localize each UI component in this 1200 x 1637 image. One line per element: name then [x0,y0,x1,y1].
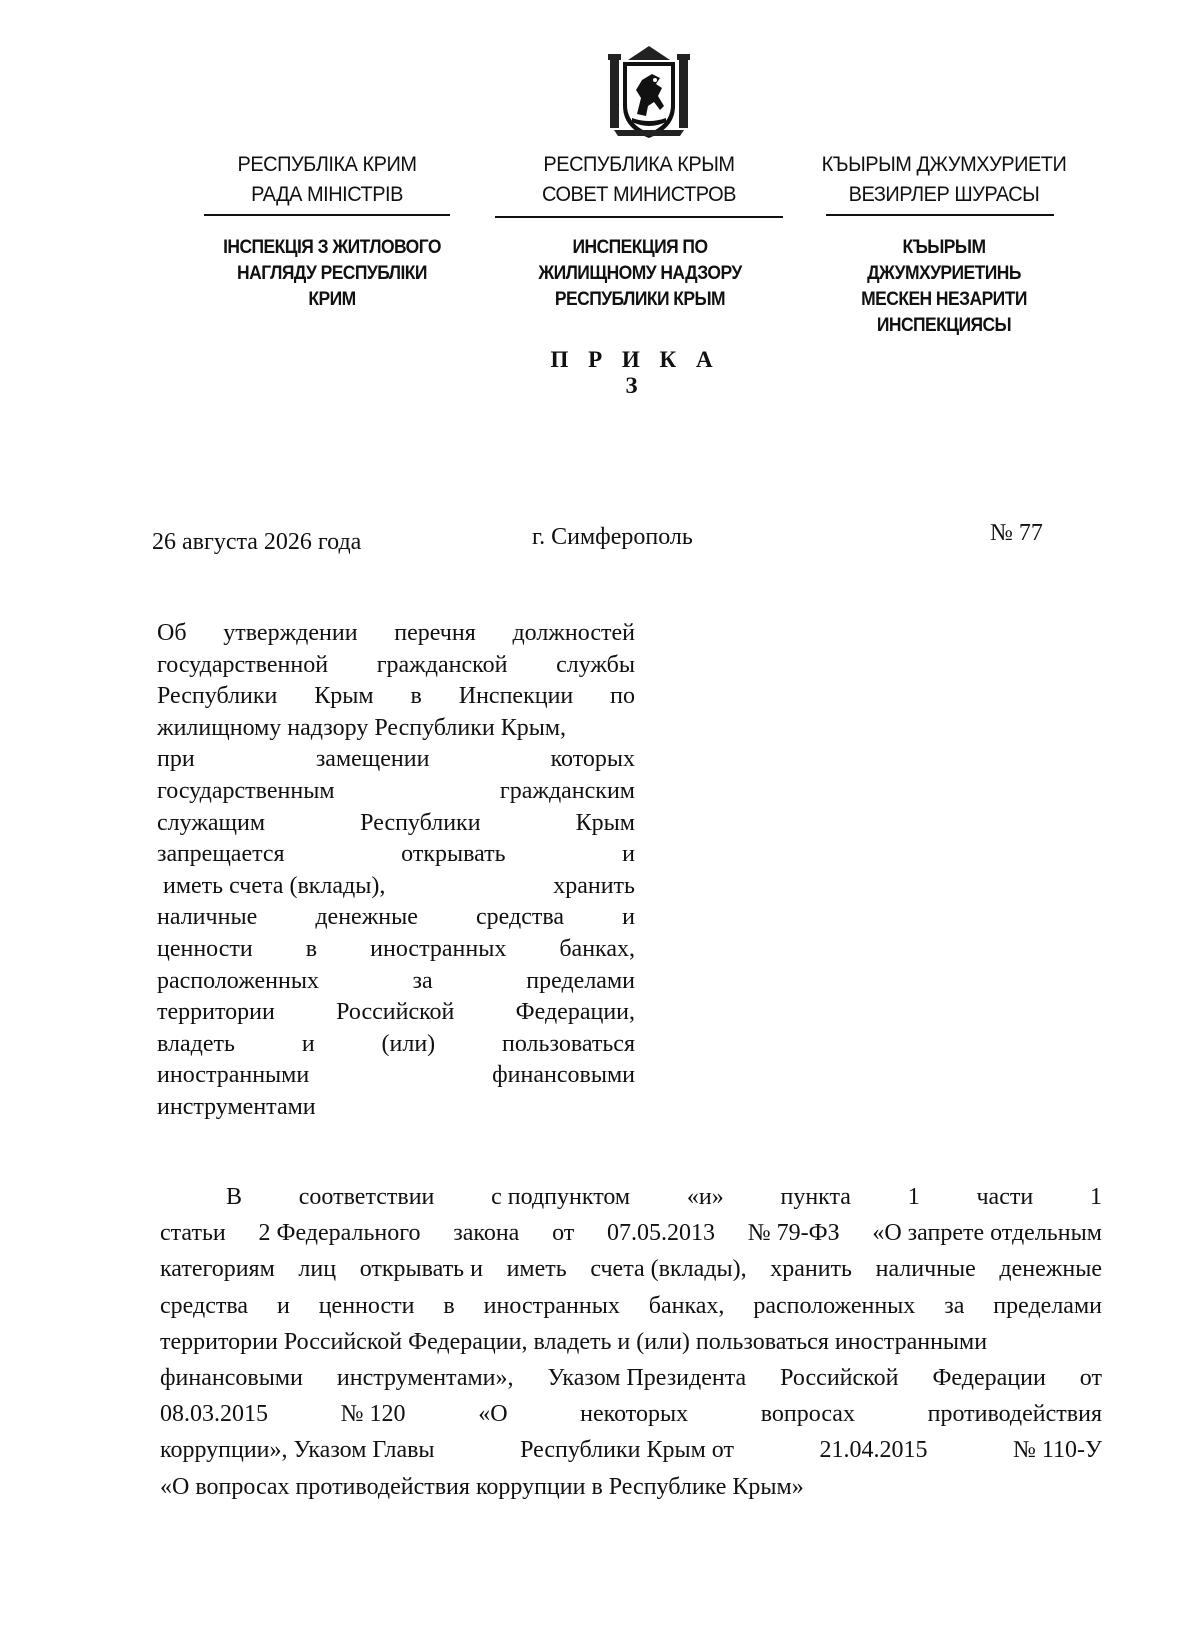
subject-word: перечня [394,620,476,646]
body-word: № 120 [340,1401,406,1428]
body-word: В [226,1184,243,1210]
subject-word: за [412,967,433,994]
body-word: «О вопросах противодействия коррупции в Республике Крым» [160,1473,804,1500]
subject-word: жилищному надзору Республики Крым, [157,714,567,741]
inspection-crh-line: МЕСКЕН НЕЗАРИТИ [861,289,1027,310]
body-word: средства [160,1292,249,1319]
ministry-name-ru-line2: СОВЕТ МИНИСТРОВ [541,183,737,206]
body-word: Указом Президента [547,1365,747,1392]
subject-line [157,776,635,808]
body-line [160,1324,1102,1360]
order-subject [157,618,635,1124]
body-word: иностранных [483,1292,620,1319]
subject-word: (или) [381,1030,436,1057]
subject-line [157,1060,635,1092]
subject-line [157,808,635,840]
body-word: и [276,1292,290,1319]
body-word: хранить [770,1256,852,1283]
subject-word: Об [157,620,187,646]
subject-line [157,871,635,903]
inspection-ru-line: ИНСПЕКЦИЯ ПО [572,237,708,258]
inspection-ua-line: КРИМ [308,289,356,310]
body-word: от [1079,1365,1102,1392]
header-right [808,150,1080,210]
body-word: Республики Крым от [520,1437,734,1464]
subject-word: иметь счета (вклады), [157,872,386,899]
body-word: закона [453,1220,520,1247]
inspection-name-crh [816,235,1072,339]
subject-word: Федерации, [515,999,635,1026]
body-line [160,1215,1102,1251]
body-word: от [552,1220,575,1247]
subject-word: должностей [512,620,635,646]
body-word: № 79-ФЗ [747,1220,840,1247]
ministry-name-crh-line2: ВЕЗИРЛЕР ШУРАСЫ [848,183,1040,206]
subject-line [157,650,635,682]
crimea-coat-of-arms-icon [608,44,690,142]
body-word: 1 [907,1184,920,1210]
inspection-name-ua [190,235,474,313]
body-word: противодействия [927,1401,1102,1428]
body-word: «О [478,1401,508,1428]
subject-word: государственным [157,777,335,804]
body-word: за [944,1292,965,1319]
subject-word: Республики [157,683,278,710]
body-word: инструментами», [336,1365,514,1392]
body-line [160,1396,1102,1432]
subject-word: службы [556,651,635,678]
subject-word: в [305,935,318,962]
subject-word: при [157,746,195,773]
body-word: 1 [1089,1184,1102,1210]
body-word: статьи [160,1220,226,1247]
body-line [160,1288,1102,1324]
document-type-title: П Р И К А З [550,347,720,398]
header-left [204,150,450,210]
body-word: открывать и [359,1256,483,1283]
header-center-divider [495,216,783,218]
subject-word: расположенных [157,967,319,994]
subject-word: и [301,1030,315,1057]
body-word: 2 Федерального [258,1220,421,1247]
ministry-name-crh-line1: КЪЫРЫМ ДЖУМХУРИЕТИ [821,153,1067,176]
body-line [160,1432,1102,1468]
header-left-divider [204,214,450,216]
subject-word: иностранными [157,1062,310,1089]
subject-word: денежные [315,904,418,931]
subject-word: Крым [575,809,635,836]
body-word: пределами [993,1292,1102,1319]
body-word: банках, [648,1292,725,1319]
body-word: вопросах [760,1401,855,1428]
body-word: наличные [875,1256,976,1283]
document-number: № 77 [990,520,1043,546]
inspection-crh-line: ИНСПЕКЦИЯСЫ [876,315,1012,336]
body-word: Российской [780,1365,899,1392]
subject-word: Крым [314,683,374,710]
body-word: в [443,1292,455,1319]
document-date: 26 августа 2026 года [152,529,362,555]
inspection-ua-line: ІНСПЕКЦІЯ З ЖИТЛОВОГО [223,237,441,258]
header-right-divider [826,214,1054,216]
document-city: г. Симферополь [532,524,693,550]
body-line [160,1251,1102,1287]
body-word: 07.05.2013 [606,1220,715,1247]
subject-line [157,839,635,871]
body-word: расположенных [753,1292,916,1319]
subject-word: финансовыми [492,1062,635,1089]
subject-word: государственной [157,651,329,678]
subject-line [157,713,635,745]
ministry-name-ua-line2: РАДА МІНІСТРІВ [251,183,403,206]
subject-word: которых [550,746,635,773]
subject-word: Российской [336,999,455,1026]
body-word: с подпунктом [491,1184,631,1210]
subject-line [157,1092,635,1124]
inspection-ua-line: НАГЛЯДУ РЕСПУБЛІКИ [237,263,427,284]
inspection-ru-line: РЕСПУБЛИКИ КРЫМ [554,289,726,310]
body-word: коррупции», Указом Главы [160,1437,435,1464]
body-word: № 110-У [1013,1437,1102,1464]
subject-word: хранить [553,872,635,899]
body-word: иметь [506,1256,567,1283]
subject-line [157,902,635,934]
body-line [160,1360,1102,1396]
body-word: соответствии [298,1184,435,1210]
inspection-crh-line: КЪЫРЫМ [902,237,986,258]
subject-word: наличные [157,904,258,931]
subject-word: в [410,683,422,710]
body-word: некоторых [580,1401,689,1428]
subject-word: и [622,841,635,868]
body-line [160,1469,1102,1505]
subject-word: и [622,904,635,931]
order-body [160,1179,1102,1505]
subject-line [157,966,635,998]
subject-line [157,997,635,1029]
body-word: 08.03.2015 [160,1401,268,1428]
subject-word: пределами [526,967,635,994]
subject-word: ценности [157,935,253,962]
subject-word: по [610,683,635,710]
subject-line [157,681,635,713]
subject-word: гражданской [376,651,508,678]
subject-word: утверждении [223,620,358,646]
body-word: 21.04.2015 [819,1437,928,1464]
subject-word: служащим [157,809,266,836]
body-word: ценности [318,1292,415,1319]
header-center [495,150,783,210]
inspection-ru-line: ЖИЛИЩНОМУ НАДЗОРУ [538,263,742,284]
inspection-crh-line: ДЖУМХУРИЕТИНЬ [867,263,1021,284]
body-word: счета (вклады), [590,1256,747,1283]
subject-word: Инспекции [458,683,574,710]
subject-line [157,1029,635,1061]
subject-line [157,618,635,650]
body-word: пункта [780,1184,851,1210]
ministry-name-ua-line1: РЕСПУБЛІКА КРИМ [237,153,417,176]
subject-word: инструментами [157,1093,316,1120]
subject-word: гражданским [499,777,635,804]
subject-word: открывать [401,841,506,868]
body-word: «и» [686,1184,724,1210]
inspection-name-ru [498,235,782,313]
subject-word: запрещается [157,841,285,868]
subject-word: иностранных [370,935,507,962]
body-word: лиц [298,1256,337,1283]
ministry-name-ru-line1: РЕСПУБЛИКА КРЫМ [543,153,735,176]
subject-line [157,744,635,776]
body-word: Федерации [932,1365,1046,1392]
body-line [160,1179,1102,1215]
subject-word: Республики [360,809,481,836]
body-word: «О запрете отдельным [872,1220,1102,1247]
subject-word: пользоваться [502,1030,635,1057]
subject-word: средства [476,904,565,931]
subject-line [157,934,635,966]
subject-word: территории [157,999,275,1026]
body-word: денежные [999,1256,1102,1283]
body-word: категориям [160,1256,275,1283]
subject-word: замещении [315,746,430,773]
body-word: финансовыми [160,1365,303,1392]
body-word: части [976,1184,1034,1210]
subject-word: владеть [157,1030,235,1057]
subject-word: банках, [559,935,635,962]
body-word: территории Российской Федерации, владеть и (или) пользоваться иностранными [160,1328,988,1355]
